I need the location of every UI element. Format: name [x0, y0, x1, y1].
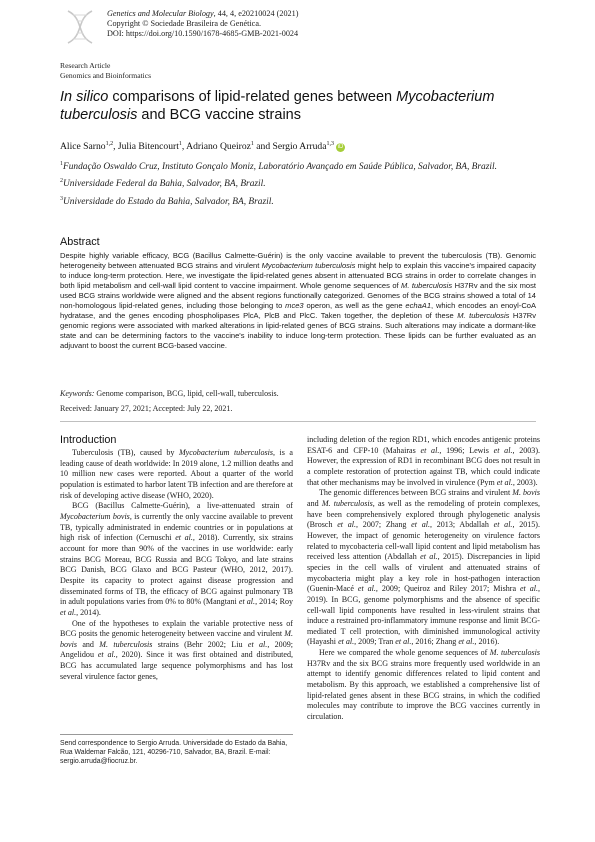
author-affil-sup: 1,2 [105, 141, 114, 147]
affiliation-item: $^2$Universidade Federal da Bahia, Salvador, BA, Brazil. [60, 178, 266, 190]
journal-doi-link[interactable]: DOI: https://doi.org/10.1590/1678-4685-GMB-2021-0024 [107, 29, 299, 39]
author-name[interactable]: , Julia Bitencourt [113, 141, 179, 153]
author-list [60, 141, 345, 152]
title-part-3: Mycobacterium tuberculosis [60, 89, 495, 123]
footnote-divider [60, 734, 293, 735]
title-part-4: and BCG vaccine strains [137, 106, 301, 123]
author-affil-sup: 1 [250, 141, 254, 147]
journal-issue: , 44, 4, e20210024 (2021) [213, 9, 299, 18]
correspondence-note [60, 734, 293, 767]
paragraph: including deletion of the region RD1, which encodes antigenic proteins ESAT-6 and CFP-10 (Mahairas et al., 1996; Lewis et al., 2003). However, the expression of RD1 in recombinant BCG does not result in a complete restoration of protection against TB, which could indicate that other mechanisms may be involved in virulence (Pym et al., 2003). [307, 435, 541, 487]
abstract-body: Despite highly variable efficacy, BCG (Bacillus Calmette-Guérin) is the only vaccine available to prevent the tuberculosis (TB). Genomic heterogeneity between attenuated BCG strains and virulent Mycobacterium tuberculosis might help to explain this vaccine's impaired capacity to induce long-term protection. Here, we investigate the lipid-related genes absent in attenuated BCG strains in order to correlate changes in both lipid metabolism and cell-wall lipid content to vaccine impairment. Whole genome sequences of M. tuberculosis H37Rv and the six most used BCG strains worldwide were aligned and the absent regions functionally categorized. Genomes of the BCG strains showed a total of 14 non-homologous lipid-related genes, including those belonging to mce3 operon, as well as the gene echaA1, which encodes an enoyl-CoA hydratase, and the genes encoding phospholipases PlcA, PlcB and PlcC. Taken together, the depletion of these M. tuberculosis H37Rv genomic regions were associated with marked alterations in lipid-related genes of BCG strains. Such alterations may indicate a dormant-like state and can be determining factors to the vaccine's inability to induce long-term protection. These lipids can be further evaluated as an adjuvant to boost the current BCG-based vaccine. [60, 251, 537, 350]
author-affil-sup: 1,3 [326, 141, 334, 147]
body-column-left [60, 433, 293, 682]
article-meta [60, 61, 151, 80]
body-column-right [307, 435, 540, 723]
affiliations [60, 157, 530, 209]
journal-copyright: Copyright © Sociedade Brasileira de Genética. [107, 19, 261, 29]
journal-name: Genetics and Molecular Biology [107, 9, 214, 18]
paragraph: One of the hypotheses to explain the variable protective ness of BCG posits the genomic heterogeneity between vaccine and virulent M. bovis and M. tuberculosis strains (Behr 2002; Liu et al., 2009; Angelidou et al., 2020). Since it was first obtained and distributed, BCG has accumulated large sequence polymorphisms and has lost several virulence factor genes, [60, 618, 293, 681]
section-divider [60, 421, 536, 422]
affiliation-item: $^1$Fundação Oswaldo Cruz, Instituto Gonçalo Moniz, Laboratório Avançado em Saúde Pública, Salvador, BA, Brazil. [60, 161, 497, 173]
paragraph: BCG (Bacillus Calmette-Guérin), a live-attenuated strain of Mycobacterium bovis, is currently the only vaccine available to prevent TB, typically administrated in endemic countries or in populations at high risk of infection (Cernuschi et al., 2018). Currently, six strains account for more than 90% of the vaccines in use worldwide: early strains BCG Moreau, BCG Russia and BCG Tokyo, and late strains BCG Danish, BCG Glaxo and BCG Pasteur (WHO, 2012, 2017). Despite its capacity to protect against disease progression and disseminated forms of TB, the efficacy of BCG against pulmonary TB in adult populations varies from 0% to 80% (Mangtani et al., 2014; Roy et al., 2014). [60, 501, 294, 617]
title-part-1: In silico [60, 89, 109, 105]
article-section: Genomics and Bioinformatics [60, 70, 152, 80]
title-part-2: comparisons of lipid-related genes between [108, 89, 397, 105]
journal-logo-icon [60, 7, 100, 47]
journal-citation [107, 9, 298, 19]
received-dates: Received: January 27, 2021; Accepted: July 22, 2021. [60, 404, 233, 413]
introduction-heading: Introduction [60, 434, 117, 446]
author-name[interactable]: , Adriano Queiroz [181, 141, 251, 153]
author-name[interactable]: Alice Sarno [60, 141, 106, 153]
correspondence-text: Send correspondence to Sergio Arruda. Universidade do Estado da Bahia, Rua Waldemar Falcão, 121, 40296-710, Salvador, BA, Brazil. E-mail: sergio.arruda@fiocruz.br. [60, 740, 288, 766]
orcid-icon[interactable]: iD [337, 144, 344, 151]
paragraph: Tuberculosis (TB), caused by Mycobacterium tuberculosis, is a leading cause of death worldwide: In 2019 alone, 1.2 million deaths and 10 million new cases were reported. About a quarter of the world population is estimated to harbor latent TB infection and are therefore at risk of developing active disease (WHO, 2020). [60, 448, 293, 500]
paragraph: The genomic differences between BCG strains and virulent M. bovis and M. tuberculosis, as well as the remodeling of protein complexes, have been comprehensively explored through phylogenetic analysis (Brosch et al., 2007; Zhang et al., 2013; Abdallah et al., 2015). However, the impact of genomic heterogeneity on virulence factors related to mycobacteria cell-wall lipid content and lipid metabolism has received less attention (Abdallah et al., 2015). Discrepancies in lipid species in the cell walls of virulent and attenuated strains of mycobacteria might play a key role in host-pathogen interaction (Guenin-Macé et al., 2009; Queiroz and Riley 2017; Mishra et al., 2019). In BCG, genome polymorphisms and the absence of specific cell-wall lipid components have resulted in less-virulent strains that induce a restrained pro-inflammatory immune response and limit BCG-mediated T cell protection, with diminished immunological activity (Hayashi et al., 2009; Tran et al., 2016; Zhang et al., 2016). [307, 488, 541, 647]
journal-header [107, 9, 298, 40]
article-type: Research Article [60, 61, 111, 70]
author-name[interactable]: and Sergio Arruda [253, 141, 327, 153]
author-affil-sup: 1 [178, 141, 182, 147]
abstract-heading: Abstract [60, 236, 100, 248]
affiliation-item: $^3$Universidade do Estado da Bahia, Salvador, BA, Brazil. [60, 195, 274, 207]
keywords-label: Keywords: [60, 389, 95, 398]
paragraph: Here we compared the whole genome sequences of M. tuberculosis H37Rv and the six BCG strains more frequently used worldwide in an attempt to identify genomic differences related to lipid content and metabolism. By this approach, we established a comprehensive list of lipid-related genes absent in these BCG strains, in which the codified molecules may contribute to improve the BCG vaccines currently in circulation. [307, 648, 540, 722]
article-title [60, 89, 540, 124]
keywords [60, 389, 279, 398]
keywords-text: Genome comparison, BCG, lipid, cell-wall, tuberculosis. [94, 389, 279, 398]
